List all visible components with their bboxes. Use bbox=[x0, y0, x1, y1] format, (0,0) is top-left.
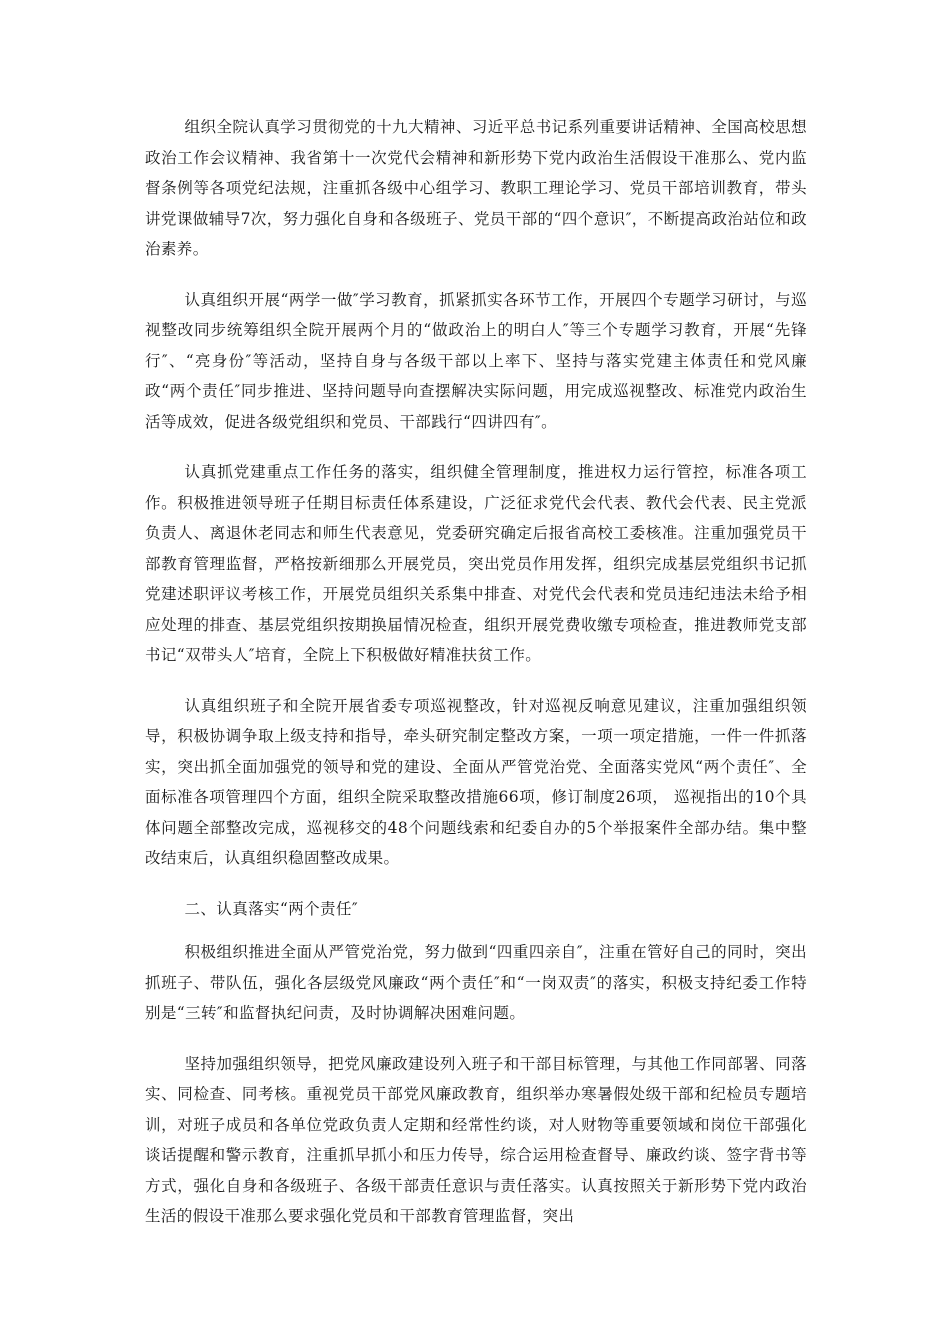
paragraph-inspection-rectification: 认真组织班子和全院开展省委专项巡视整改，针对巡视反响意见建议，注重加强组织领导，积极协调争取上级支持和指导，牵头研究制定整改方案，一项一项定措施，一件一件抓落实，突出抓全面加强党的领导和党的建设、全面从严管党治党、全面落实党风“两个责任″、全面标准各项管理四个方面，组织全院采取整改措施66项，修订制度26项， 巡视指出的10个具体问题全部整改完成，巡视移交的48个问题线索和纪委自办的5个举报案件全部办结。集中整改结束后，认真组织稳固整改成果。 bbox=[145, 696, 807, 867]
paragraph-party-building: 认真抓党建重点工作任务的落实，组织健全管理制度，推进权力运行管控，标准各项工作。积极推进领导班子任期目标责任体系建设，广泛征求党代会代表、教代会代表、民主党派负责人、离退休老同志和师生代表意见，党委研究确定后报省高校工委核准。注重加强党员干部教育管理监督，严格按新细那么开展党员，突出党员作用发挥，组织完成基层党组织书记抓党建述职评议考核工作，开展党员组织关系集中排查、对党代会代表和党员违纪违法未给予相应处理的排查、基层党组织按期换届情况检查，组织开展党费收缴专项检查，推进教师党支部书记“双带头人″培育，全院上下积极做好精准扶贫工作。 bbox=[145, 463, 807, 664]
paragraph-two-studies: 认真组织开展“两学一做″学习教育，抓紧抓实各环节工作，开展四个专题学习研讨，与巡视整改同步统筹组织全院开展两个月的“做政治上的明白人″等三个专题学习教育，开展“先锋行″、“亮身份″等活动，坚持自身与各级干部以上率下、坚持与落实党建主体责任和党风廉政“两个责任″同步推进、坚持问题导向查摆解决实际问题，用完成巡视整改、标准党内政治生活等成效，促进各级党组织和党员、干部践行“四讲四有″。 bbox=[145, 290, 807, 431]
paragraph-organization-leadership: 坚持加强组织领导，把党风廉政建设列入班子和干部目标管理，与其他工作同部署、同落实、同检查、同考核。重视党员干部党风廉政教育，组织举办寒暑假处级干部和纪检员专题培训，对班子成员和各单位党政负责人定期和经常性约谈，对人财物等重要领域和岗位干部强化谈话提醒和警示教育，注重抓早抓小和压力传导，综合运用检查督导、廉政约谈、签字背书等方式，强化自身和各级班子、各级干部责任意识与责任落实。认真按照关于新形势下党内政治生活的假设干准那么要求强化党员和干部教育管理监督，突出 bbox=[145, 1054, 807, 1225]
paragraph-responsibility: 积极组织推进全面从严管党治党，努力做到“四重四亲自″，注重在管好自己的同时，突出抓班子、带队伍，强化各层级党风廉政“两个责任″和“一岗双责″的落实，积极支持纪委工作特别是“三转″和监督执纪问责，及时协调解决困难问题。 bbox=[145, 943, 807, 1022]
document-body bbox=[145, 112, 807, 1232]
section-heading: 二、认真落实“两个责任″ bbox=[184, 899, 359, 918]
paragraph-study: 组织全院认真学习贯彻党的十九大精神、习近平总书记系列重要讲话精神、全国高校思想政治工作会议精神、我省第十一次党代会精神和新形势下党内政治生活假设干准那么、党内监督条例等各项党纪法规，注重抓各级中心组学习、教职工理论学习、党员干部培训教育，带头讲党课做辅导7次，努力强化自身和各级班子、党员干部的“四个意识″，不断提高政治站位和政治素养。 bbox=[145, 118, 807, 258]
